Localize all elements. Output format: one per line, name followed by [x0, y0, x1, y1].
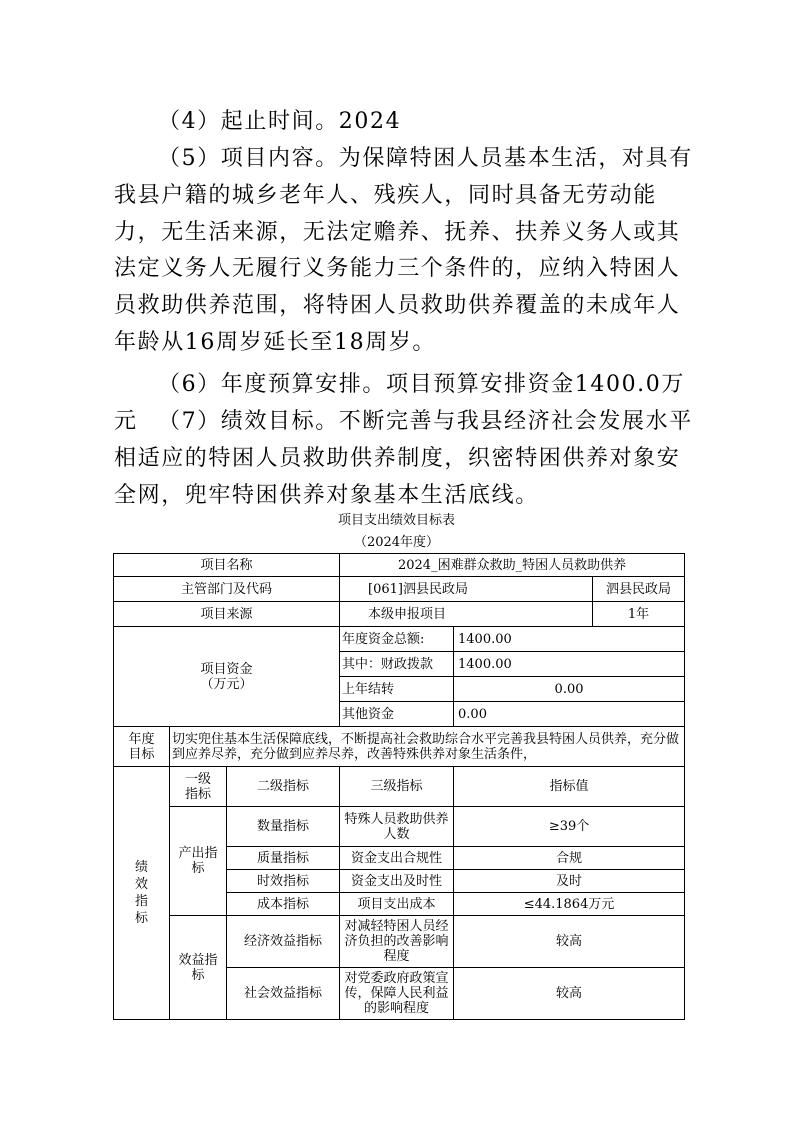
- level2-header: 二级指标: [227, 767, 340, 807]
- annual-goal-text: 切实兜住基本生活保障底线，不断提高社会救助综合水平完善我县特困人员供养，充分做到应养尽养，充分做到应养尽养，改善特殊供养对象生活条件，: [170, 727, 685, 767]
- dept-label: 主管部门及代码: [114, 577, 340, 602]
- table-row: [114, 767, 685, 807]
- indicator-value-cell: ≥39个: [454, 807, 685, 847]
- impl-unit-value: 泗县民政局: [593, 577, 685, 602]
- level3-cell: 对减轻特困人员经 济负担的改善影响 程度: [340, 916, 454, 968]
- level2-cell: 数量指标: [227, 807, 340, 847]
- carryover-label: 上年结转: [340, 677, 454, 702]
- fiscal-funds-label: 其中：财政拨款: [340, 652, 454, 677]
- funds-label: 项目资金 （万元）: [114, 627, 340, 727]
- level2-cell: 社会效益指标: [227, 968, 340, 1020]
- level3-header: 三级指标: [340, 767, 454, 807]
- table-year: （2024年度）: [353, 535, 440, 550]
- paragraph-project-content: [114, 141, 694, 362]
- level3-cell: 特殊人员救助供养 人数: [340, 807, 454, 847]
- performance-target-table: [113, 553, 685, 1020]
- benefit-indicator-label: 效益指 标: [170, 916, 227, 1020]
- table-row: [114, 727, 685, 767]
- para-5-text: （5）项目内容。为保障特困人员基本生活，对具有我县户籍的城乡老年人、残疾人，同时具备无劳动能力，无生活来源，无法定赡养、抚养、扶养义务人或其法定义务人无履行义务能力三个条件的，应纳入特困人员救助供养范围，将特困人员救助供养覆盖的未成年人年龄从16周岁延长至18周岁。: [114, 146, 693, 355]
- table-title: 项目支出绩效目标表: [337, 513, 455, 528]
- level3-cell: 对党委政府政策宣 传，保障人民利益 的影响程度: [340, 968, 454, 1020]
- period-value: 1年: [593, 602, 685, 627]
- paragraph-start-end-time: [114, 104, 694, 141]
- indicator-value-cell: 较高: [454, 968, 685, 1020]
- source-label: 项目来源: [114, 602, 340, 627]
- para-4-text: （4）起止时间。2024: [158, 109, 402, 134]
- level3-cell: 资金支出及时性: [340, 870, 454, 893]
- table-row: [114, 602, 685, 627]
- project-name-value: 2024_困难群众救助_特困人员救助供养: [340, 554, 685, 577]
- other-funds-label: 其他资金: [340, 702, 454, 727]
- dept-value: [061]泗县民政局: [340, 577, 593, 602]
- output-indicator-label: 产出指 标: [170, 807, 227, 916]
- level2-cell: 时效指标: [227, 870, 340, 893]
- table-row: [114, 627, 685, 652]
- annual-goal-label: 年度 目标: [114, 727, 170, 767]
- level2-cell: 质量指标: [227, 847, 340, 870]
- total-funds-label: 年度资金总额:: [340, 627, 454, 652]
- indicator-value-cell: 及时: [454, 870, 685, 893]
- para-6-text: （6）年度预算安排。项目预算安排资金1400.0万元: [114, 372, 685, 434]
- table-row: [114, 554, 685, 577]
- indicator-value-cell: 较高: [454, 916, 685, 968]
- performance-indicator-label: 绩 效 指 标: [114, 767, 170, 1020]
- level3-cell: 项目支出成本: [340, 893, 454, 916]
- table-row: [114, 577, 685, 602]
- carryover-value: 0.00: [454, 677, 685, 702]
- level1-header: 一级 指标: [170, 767, 227, 807]
- level2-cell: 成本指标: [227, 893, 340, 916]
- source-value: 本级申报项目: [340, 602, 593, 627]
- other-funds-value: 0.00: [454, 702, 685, 727]
- project-name-label: 项目名称: [114, 554, 340, 577]
- table-row: [114, 916, 685, 968]
- fiscal-funds-value: 1400.00: [454, 652, 685, 677]
- total-funds-value: 1400.00: [454, 627, 685, 652]
- level3-cell: 资金支出合规性: [340, 847, 454, 870]
- level2-cell: 经济效益指标: [227, 916, 340, 968]
- indicator-value-header: 指标值: [454, 767, 685, 807]
- indicator-value-cell: ≤44.1864万元: [454, 893, 685, 916]
- table-row: [114, 807, 685, 847]
- indicator-value-cell: 合规: [454, 847, 685, 870]
- paragraph-performance-goal: [114, 404, 694, 514]
- para-7-text: （7）绩效目标。不断完善与我县经济社会发展水平相适应的特困人员救助供养制度，织密特困供养对象安全网，兜牢特困供养对象基本生活底线。: [114, 409, 693, 508]
